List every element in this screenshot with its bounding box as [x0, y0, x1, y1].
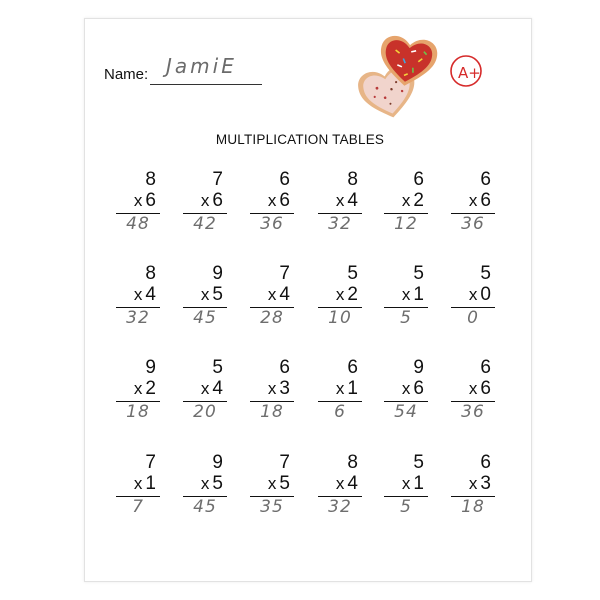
multiplicand: 8 [347, 169, 358, 190]
handwritten-answer: 5 [400, 497, 412, 517]
problem-4-6 [451, 453, 495, 519]
problem-4-4 [318, 453, 362, 519]
multiplier: x 0 [468, 284, 491, 305]
handwritten-answer: 36 [461, 402, 485, 422]
multiplier: x 1 [401, 284, 424, 305]
handwritten-answer: 32 [328, 497, 352, 517]
handwritten-answer: 12 [394, 214, 418, 234]
multiplicand: 6 [347, 357, 358, 378]
multiplier: x 1 [133, 473, 156, 494]
multiplier: x 5 [267, 473, 290, 494]
problem-3-6 [451, 358, 495, 424]
multiplier: x 5 [200, 284, 223, 305]
problem-1-4 [318, 170, 362, 236]
multiplier: x 4 [200, 378, 223, 399]
multiplier: x 5 [200, 473, 223, 494]
heart-cookies-icon [352, 30, 442, 120]
multiplicand: 7 [279, 263, 290, 284]
problem-2-4 [318, 264, 362, 330]
problem-1-1 [116, 170, 160, 236]
problem-2-6 [451, 264, 495, 330]
handwritten-answer: 45 [193, 308, 217, 328]
multiplier: x 6 [401, 378, 424, 399]
handwritten-answer: 54 [394, 402, 418, 422]
times-sign: x [133, 285, 143, 304]
problem-4-2 [183, 453, 227, 519]
multiplier: x 6 [133, 190, 156, 211]
problem-3-5 [384, 358, 428, 424]
times-sign: x [200, 379, 210, 398]
times-sign: x [468, 285, 478, 304]
multiplier: x 6 [468, 378, 491, 399]
multiplier: x 4 [335, 190, 358, 211]
problem-1-6 [451, 170, 495, 236]
grade-mark [446, 50, 486, 90]
problem-4-5 [384, 453, 428, 519]
multiplicand: 8 [145, 169, 156, 190]
handwritten-answer: 32 [328, 214, 352, 234]
problem-4-3 [250, 453, 294, 519]
worksheet-title: MULTIPLICATION TABLES [215, 132, 385, 147]
multiplicand: 9 [413, 357, 424, 378]
multiplicand: 5 [413, 452, 424, 473]
grade-text: A+ [458, 64, 481, 82]
handwritten-answer: 32 [126, 308, 150, 328]
multiplier: x 2 [133, 378, 156, 399]
handwritten-answer: 36 [260, 214, 284, 234]
multiplicand: 6 [480, 357, 491, 378]
handwritten-answer: 20 [193, 402, 217, 422]
times-sign: x [401, 379, 411, 398]
multiplicand: 9 [212, 452, 223, 473]
times-sign: x [200, 191, 210, 210]
times-sign: x [267, 191, 277, 210]
times-sign: x [335, 474, 345, 493]
times-sign: x [401, 474, 411, 493]
multiplicand: 6 [480, 169, 491, 190]
multiplier: x 3 [468, 473, 491, 494]
problem-2-3 [250, 264, 294, 330]
multiplier: x 1 [335, 378, 358, 399]
problem-2-5 [384, 264, 428, 330]
multiplicand: 6 [480, 452, 491, 473]
name-label: Name: [104, 66, 149, 83]
times-sign: x [267, 285, 277, 304]
multiplier: x 4 [267, 284, 290, 305]
multiplicand: 8 [347, 452, 358, 473]
name-underline [150, 84, 262, 85]
times-sign: x [267, 379, 277, 398]
multiplicand: 7 [279, 452, 290, 473]
multiplicand: 5 [413, 263, 424, 284]
multiplicand: 6 [413, 169, 424, 190]
times-sign: x [401, 285, 411, 304]
handwritten-answer: 48 [126, 214, 150, 234]
problem-1-5 [384, 170, 428, 236]
times-sign: x [133, 191, 143, 210]
problem-3-1 [116, 358, 160, 424]
handwritten-answer: 0 [467, 308, 479, 328]
multiplier: x 1 [401, 473, 424, 494]
handwritten-answer: 45 [193, 497, 217, 517]
multiplicand: 5 [212, 357, 223, 378]
handwritten-answer: 7 [132, 497, 144, 517]
times-sign: x [468, 379, 478, 398]
name-field [104, 54, 274, 84]
handwritten-answer: 28 [260, 308, 284, 328]
problem-3-4 [318, 358, 362, 424]
times-sign: x [468, 474, 478, 493]
multiplier: x 6 [200, 190, 223, 211]
multiplier: x 2 [335, 284, 358, 305]
times-sign: x [468, 191, 478, 210]
student-name: JamiE [166, 54, 237, 78]
multiplicand: 7 [145, 452, 156, 473]
multiplier: x 2 [401, 190, 424, 211]
times-sign: x [335, 285, 345, 304]
multiplicand: 8 [145, 263, 156, 284]
handwritten-answer: 35 [260, 497, 284, 517]
handwritten-answer: 42 [193, 214, 217, 234]
problem-2-1 [116, 264, 160, 330]
times-sign: x [401, 191, 411, 210]
multiplicand: 5 [480, 263, 491, 284]
handwritten-answer: 5 [400, 308, 412, 328]
problem-3-3 [250, 358, 294, 424]
handwritten-answer: 10 [328, 308, 352, 328]
times-sign: x [200, 474, 210, 493]
multiplicand: 9 [212, 263, 223, 284]
multiplicand: 9 [145, 357, 156, 378]
problem-3-2 [183, 358, 227, 424]
times-sign: x [335, 379, 345, 398]
multiplier: x 4 [133, 284, 156, 305]
multiplier: x 6 [267, 190, 290, 211]
times-sign: x [133, 379, 143, 398]
handwritten-answer: 18 [260, 402, 284, 422]
handwritten-answer: 6 [334, 402, 346, 422]
handwritten-answer: 18 [461, 497, 485, 517]
problem-2-2 [183, 264, 227, 330]
problem-1-2 [183, 170, 227, 236]
multiplicand: 7 [212, 169, 223, 190]
multiplicand: 5 [347, 263, 358, 284]
multiplier: x 6 [468, 190, 491, 211]
times-sign: x [133, 474, 143, 493]
problem-1-3 [250, 170, 294, 236]
multiplier: x 3 [267, 378, 290, 399]
times-sign: x [267, 474, 277, 493]
handwritten-answer: 36 [461, 214, 485, 234]
multiplicand: 6 [279, 169, 290, 190]
problem-4-1 [116, 453, 160, 519]
handwritten-answer: 18 [126, 402, 150, 422]
multiplicand: 6 [279, 357, 290, 378]
times-sign: x [200, 285, 210, 304]
multiplier: x 4 [335, 473, 358, 494]
times-sign: x [335, 191, 345, 210]
